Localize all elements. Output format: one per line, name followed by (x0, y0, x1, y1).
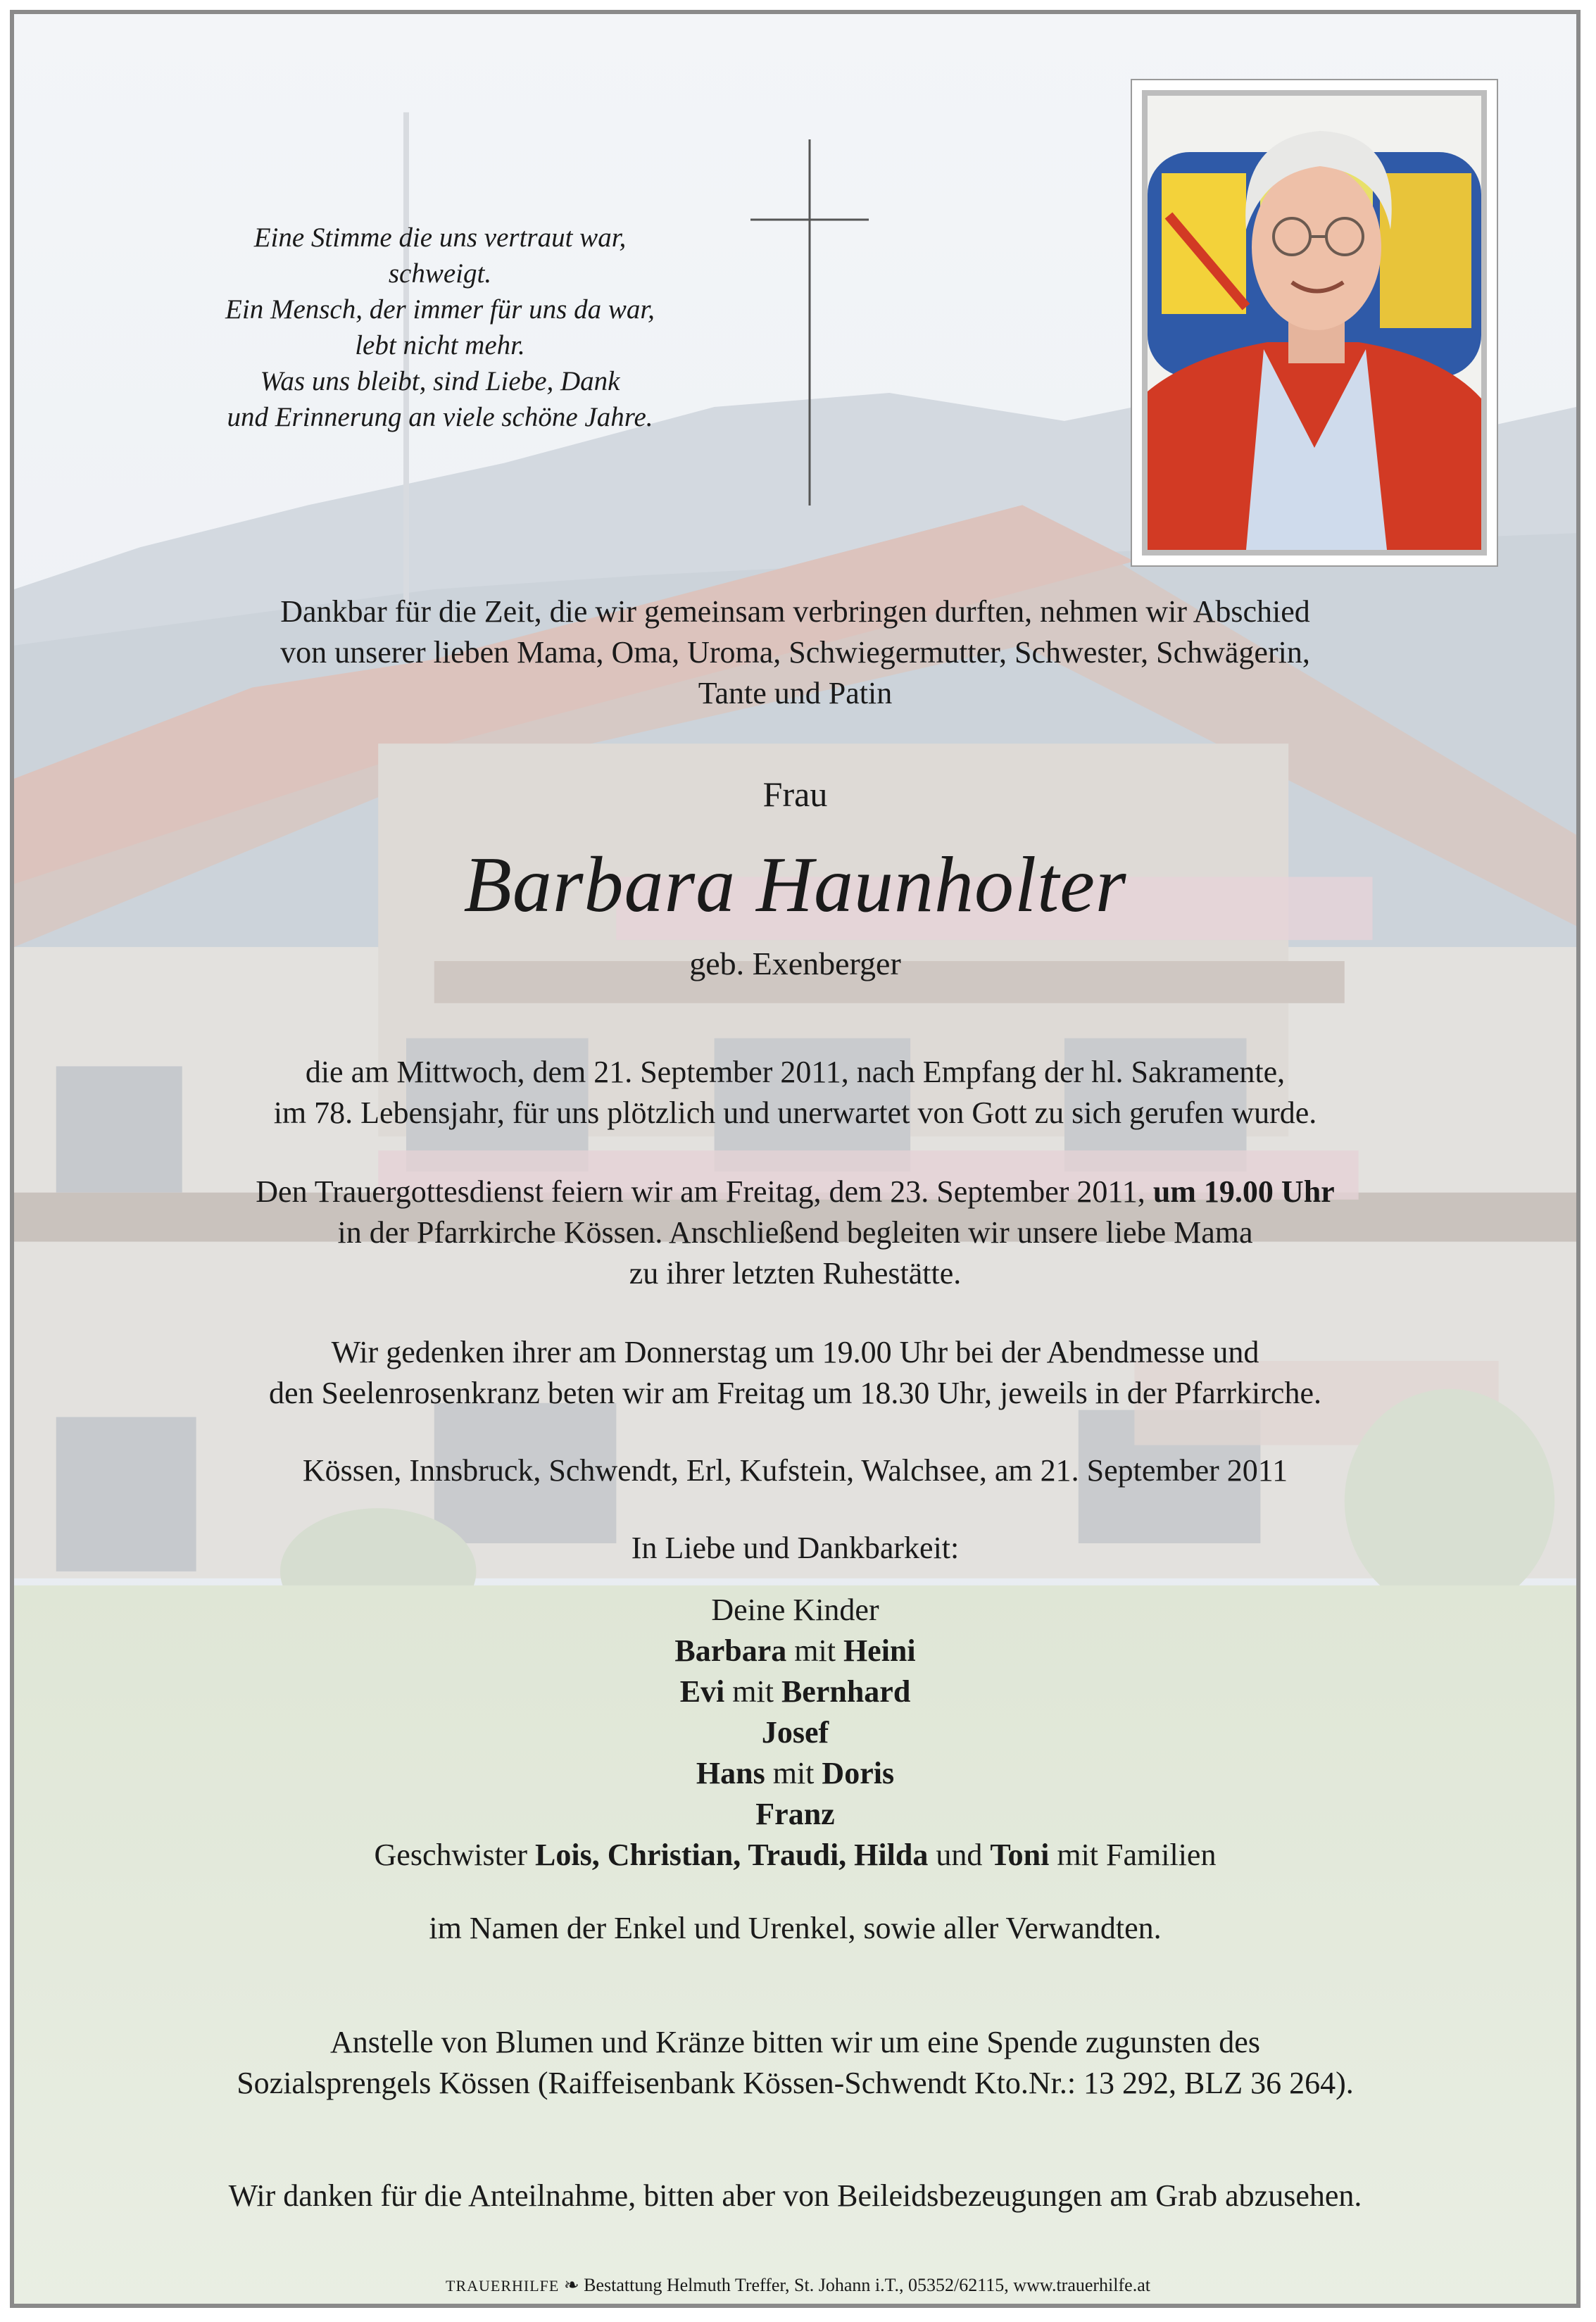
service-date-text: Den Trauergottesdienst feiern wir am Freitag, dem 23. September 2011, (256, 1174, 1153, 1209)
donation-line: Anstelle von Blumen und Kränze bitten wir um eine Spende zugunsten des (330, 2025, 1260, 2059)
death-notice-line: die am Mittwoch, dem 21. September 2011, nach Empfang der hl. Sakramente, (305, 1055, 1286, 1089)
remembrance-line: Wir gedenken ihrer am Donnerstag um 19.00 Uhr bei der Abendmesse und (331, 1335, 1259, 1369)
mourners-heading: In Liebe und Dankbarkeit: (631, 1531, 960, 1565)
service-line-3: zu ihrer letzten Ruhestätte. (629, 1256, 962, 1291)
poem-line: und Erinnerung an viele schöne Jahre. (227, 402, 653, 432)
poem-line: Ein Mensch, der immer für uns da war, (225, 294, 655, 325)
child-name: Evi (679, 1674, 725, 1709)
poem-line: lebt nicht mehr. (355, 330, 525, 360)
funeral-service (14, 1172, 1576, 1294)
siblings-prefix: Geschwister (374, 1838, 536, 1872)
salutation: Frau (762, 774, 828, 814)
partner-name: Bernhard (781, 1674, 911, 1709)
service-time: um 19.00 Uhr (1152, 1174, 1335, 1209)
poem-line: schweigt. (388, 258, 492, 289)
child-line (14, 1753, 1576, 1794)
intro-line: Dankbar für die Zeit, die wir gemeinsam verbringen durften, nehmen wir Abschied (280, 594, 1310, 629)
death-notice-line: im 78. Lebensjahr, für uns plötzlich und unerwartet von Gott zu sich gerufen wurde. (273, 1096, 1317, 1130)
child-name: Josef (761, 1715, 829, 1750)
service-line-1 (14, 1172, 1576, 1212)
footer-brand: TRAUERHILFE (446, 2277, 560, 2295)
portrait-photo (1148, 96, 1481, 550)
family-line: im Namen der Enkel und Urenkel, sowie aller Verwandten. (429, 1911, 1162, 1945)
joiner: mit (765, 1756, 822, 1790)
sibling-name: Toni (990, 1838, 1050, 1872)
child-line (14, 1671, 1576, 1712)
donation-line: Sozialsprengels Kössen (Raiffeisenbank Kössen-Schwendt Kto.Nr.: 13 292, BLZ 36 264). (237, 2066, 1354, 2100)
closing-note: Wir danken für die Anteilnahme, bitten aber von Beileidsbezeugungen am Grab abzusehen. (228, 2178, 1362, 2213)
remembrance (14, 1332, 1576, 1414)
birth-name: geb. Exenberger (689, 946, 901, 981)
death-notice (14, 1052, 1576, 1134)
donation-request (14, 2022, 1576, 2104)
service-line-2: in der Pfarrkirche Kössen. Anschließend begleiten wir unsere liebe Mama (337, 1215, 1253, 1250)
deceased-name: Barbara Haunholter (463, 841, 1127, 929)
siblings-suffix: mit Familien (1049, 1838, 1217, 1872)
siblings-line (14, 1835, 1576, 1876)
child-name: Barbara (674, 1633, 787, 1668)
joiner: mit (724, 1674, 781, 1709)
remembrance-line: den Seelenrosenkranz beten wir am Freitag um 18.30 Uhr, jeweils in der Pfarrkirche. (269, 1376, 1321, 1410)
place-date: Kössen, Innsbruck, Schwendt, Erl, Kufstein, Walchsee, am 21. September 2011 (302, 1453, 1288, 1488)
joiner: und (928, 1838, 991, 1872)
poem (162, 220, 718, 435)
child-name: Franz (755, 1797, 835, 1831)
partner-name: Doris (822, 1756, 895, 1790)
siblings-names: Lois, Christian, Traudi, Hilda (535, 1838, 929, 1872)
joiner: mit (786, 1633, 843, 1668)
mourners-list (14, 1590, 1576, 1876)
child-line (14, 1794, 1576, 1835)
footer (0, 2274, 1596, 2297)
portrait-frame (1131, 79, 1498, 567)
child-line (14, 1712, 1576, 1753)
child-line (14, 1631, 1576, 1671)
poem-line: Eine Stimme die uns vertraut war, (253, 222, 627, 253)
footer-text: Bestattung Helmuth Treffer, St. Johann i.T., 05352/62115, www.trauerhilfe.at (584, 2275, 1150, 2295)
poem-line: Was uns bleibt, sind Liebe, Dank (260, 366, 620, 396)
intro-text (14, 591, 1576, 714)
partner-name: Heini (843, 1633, 916, 1668)
intro-line: von unserer lieben Mama, Oma, Uroma, Schwiegermutter, Schwester, Schwägerin, (280, 635, 1310, 670)
dove-icon: ❧ (563, 2275, 579, 2295)
intro-line: Tante und Patin (698, 676, 893, 710)
child-name: Hans (696, 1756, 765, 1790)
cross-icon (746, 139, 873, 506)
children-label: Deine Kinder (711, 1593, 879, 1627)
obituary-card (10, 10, 1581, 2308)
